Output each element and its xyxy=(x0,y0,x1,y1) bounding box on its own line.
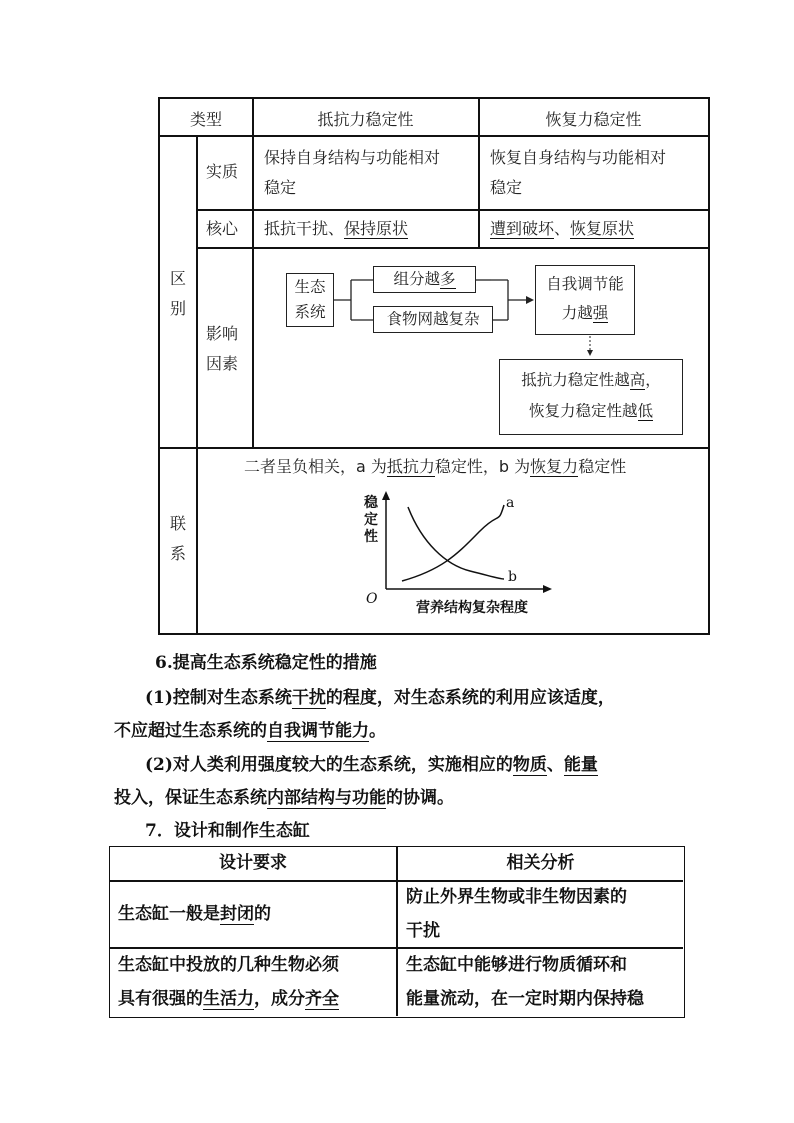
section6-p2-line2: 投入，保证生态系统内部结构与功能的协调。 xyxy=(114,788,454,808)
group-label-distinction: 区别 xyxy=(169,269,186,318)
graph-x-arrow xyxy=(543,585,552,593)
essence-resistance-line2: 稳定 xyxy=(264,178,297,197)
row-label-essence: 实质 xyxy=(206,162,239,181)
row1-requirement: 生态缸一般是封闭的 xyxy=(118,904,271,924)
eco-tank-table xyxy=(109,846,685,1018)
row2-requirement-line2: 具有很强的生活力，成分齐全 xyxy=(118,989,339,1009)
graph-y-arrow xyxy=(382,491,390,500)
row2-analysis-line1: 生态缸中能够进行物质循环和 xyxy=(406,955,627,975)
section6-p2-line1: (2)对人类利用强度较大的生态系统，实施相应的物质、能量 xyxy=(145,755,598,775)
section6-p1-line2: 不应超过生态系统的自我调节能力。 xyxy=(114,721,386,741)
section6-p1-line1: (1)控制对生态系统干扰的程度，对生态系统的利用应该适度， xyxy=(145,688,615,708)
section7-title: 7．设计和制作生态缸 xyxy=(145,821,310,841)
curve-b xyxy=(408,507,504,579)
row-label-factors-1: 影响 xyxy=(206,324,239,343)
row-label-factors-2: 因素 xyxy=(206,354,239,373)
row1-analysis-line1: 防止外界生物或非生物因素的 xyxy=(406,887,627,907)
row-label-core: 核心 xyxy=(206,219,239,238)
core-resistance: 抵抗干扰、保持原状 xyxy=(264,219,409,238)
row1-analysis-line2: 干扰 xyxy=(406,921,440,941)
header-design-requirement: 设计要求 xyxy=(219,853,287,873)
header-type: 类型 xyxy=(189,110,222,129)
graph-y-label: 稳 定 性 xyxy=(364,495,378,545)
graph-origin: O xyxy=(366,591,378,607)
stability-comparison-table xyxy=(158,97,710,635)
diagram-box-components: 组分越多 xyxy=(373,266,476,293)
essence-resistance-line1: 保持自身结构与功能相对 xyxy=(264,148,441,167)
header-analysis: 相关分析 xyxy=(506,853,575,873)
graph-label-a: a xyxy=(506,495,515,511)
graph-label-b: b xyxy=(508,569,517,585)
group-label-link: 联系 xyxy=(169,514,186,563)
core-resilience: 遭到破坏、恢复原状 xyxy=(490,219,635,238)
row-divider xyxy=(160,447,708,449)
curve-a xyxy=(402,505,504,581)
essence-resilience-line2: 稳定 xyxy=(490,178,523,197)
diagram-box-result: 抵抗力稳定性越高， 恢复力稳定性越低 xyxy=(499,359,683,435)
row2-analysis-line2: 能量流动，在一定时期内保持稳 xyxy=(406,989,644,1009)
diagram-box-self-regulation: 自我调节能 力越强 xyxy=(535,265,635,335)
section6-title: 6.提高生态系统稳定性的措施 xyxy=(155,653,377,673)
header-resilience: 恢复力稳定性 xyxy=(545,110,642,129)
graph-x-label: 营养结构复杂程度 xyxy=(416,600,528,616)
row2-requirement-line1: 生态缸中投放的几种生物必须 xyxy=(118,955,339,975)
row-divider xyxy=(197,209,708,211)
diagram-box-foodweb: 食物网越复杂 xyxy=(373,306,493,333)
header-resistance: 抵抗力稳定性 xyxy=(317,110,414,129)
row-divider xyxy=(160,135,708,137)
diagram-box-ecosystem: 生态 系统 xyxy=(286,273,334,327)
link-sentence: 二者呈负相关，a 为抵抗力稳定性，b 为恢复力稳定性 xyxy=(244,457,627,476)
essence-resilience-line1: 恢复自身结构与功能相对 xyxy=(490,148,667,167)
